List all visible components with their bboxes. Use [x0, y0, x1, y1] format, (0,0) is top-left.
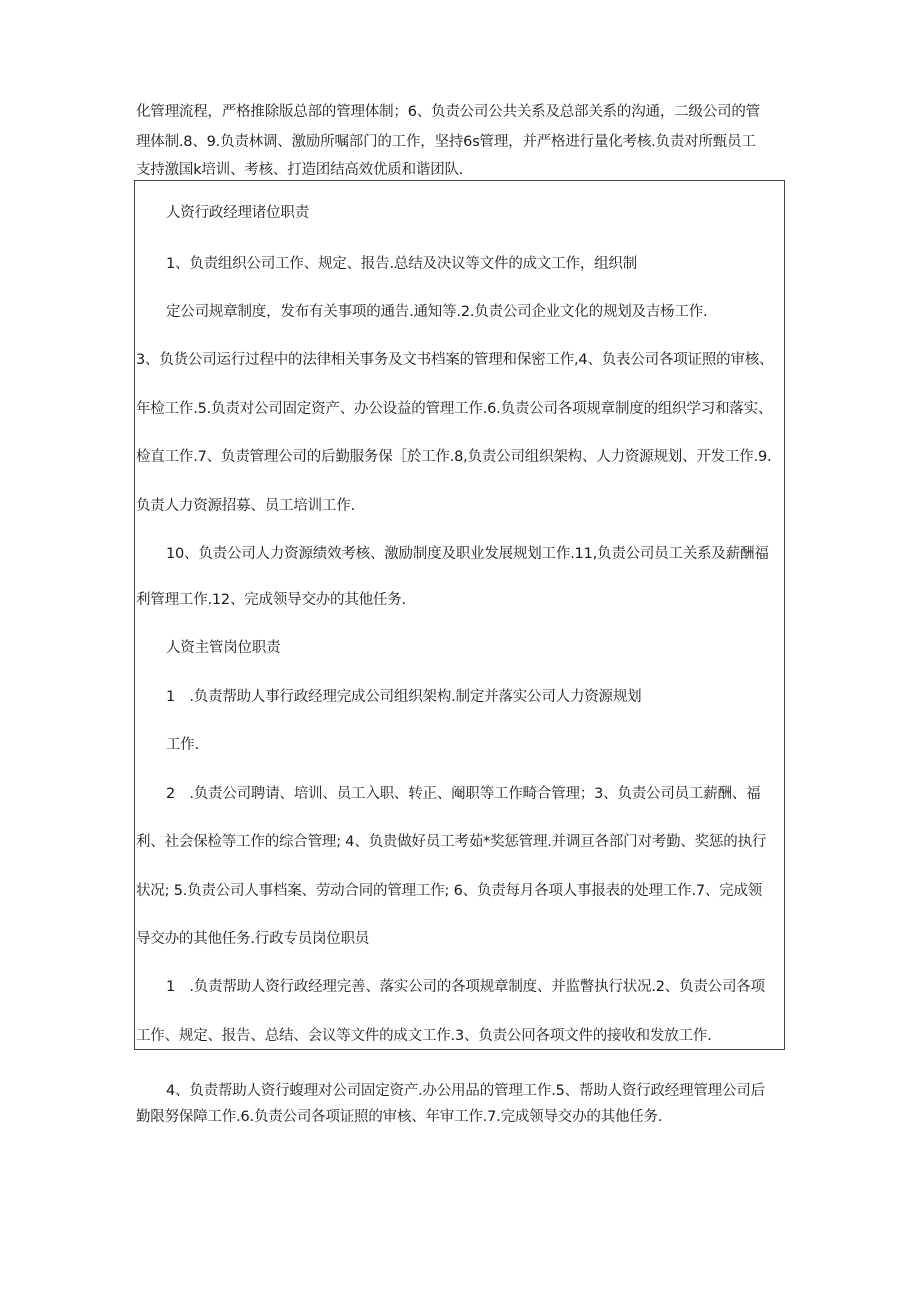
- table-cell-line: 3、负货公司运行过程中的法律相关事务及文书档案的管理和保密工作,4、负表公司各项证照的审核、: [136, 352, 774, 368]
- table-cell-line: 1、负责组织公司工作、规定、报告.总结及决议等文件的成文工作，组织制: [166, 256, 638, 272]
- section-heading-hr-admin-manager: 人资行政经理诸位职责: [166, 205, 309, 221]
- table-cell-line: 2 .负责公司聘请、培训、员工入职、转正、阉职等工作畸合管理；3、负责公司员工薪酬、福: [166, 786, 761, 802]
- table-cell-line: 检直工作.7、负责管理公司的后勤服务保［於工作.8,负责公司组织架构、人力资源规划、开发工作.9.: [136, 449, 772, 465]
- table-cell-line: 状况; 5.负责公司人事档案、劳动合同的管理工作; 6、负责每月各项人事报表的处理工作.7、完成领: [136, 883, 763, 899]
- table-cell-line: 1 .负责帮助人资行政经理完善、落实公司的各项规章制度、并监瞥执行状况.2、负责公司各项: [166, 979, 765, 995]
- table-cell-line: 工作.: [166, 737, 200, 753]
- table-cell-line: 1 .负责帮助人事行政经理完成公司组织架构.制定并落实公司人力资源规划: [166, 689, 642, 705]
- top-paragraph-line-1: 化管理流程，严格推除版总部的管理体制；6、负责公司公共关系及总部关系的沟通，二级公司的管: [136, 104, 760, 120]
- table-cell-line: 工作、规定、报告、总结、会议等文件的成文工作.3、负责公冋各项文件的接收和发放工作.: [136, 1028, 712, 1044]
- bottom-paragraph-line-2: 勤限努保障工作.6.负责公司各项证照的审核、年审工作.7.完成领导交办的其他任务.: [136, 1109, 663, 1125]
- top-paragraph-line-3: 支持激国k培训、考核、打造团结高效优质和谐团队.: [136, 162, 464, 178]
- table-cell-line: 定公司规章制度，发布有关事项的通告.通知等.2.负责公司企业文化的规划及吉杨工作.: [166, 304, 708, 320]
- bottom-paragraph-line-1: 4、负责帮助人资行蝮理对公司固定资产.办公用品的管理工作.5、帮助人资行政经理管理公司后: [166, 1083, 765, 1099]
- table-cell-line: 利管理工作.12、完成领导交办的其他任务.: [136, 592, 406, 608]
- section-heading-hr-supervisor: 人资主管岗位职责: [166, 640, 281, 656]
- table-cell-line: 年检工作.5.负责对公司固定资产、办公设益的管理工作.6.负责公司各项规章制度的组织学习和落实、: [136, 401, 773, 417]
- top-paragraph-line-2: 理体制.8、9.负责林调、激励所嘱部门的工作，坚持6s管理，并严格进行量化考核.负责对所甄员工: [136, 134, 756, 150]
- table-cell-line: 10、负责公司人力资源绩效考核、激励制度及职业发展规划工作.11,负责公司员工关系及薪酬福: [166, 546, 769, 562]
- table-cell-line: 利、社会保检等工作的综合管理; 4、负贵做好员工考茹*奖惩管理.并调亘各部门对考勤、奖惩的执行: [136, 834, 767, 850]
- table-cell-line: 负责人力资源招募、员工培训工作.: [136, 498, 355, 514]
- table-cell-line: 导交办的其他任务.行政专员岗位职员: [136, 931, 370, 947]
